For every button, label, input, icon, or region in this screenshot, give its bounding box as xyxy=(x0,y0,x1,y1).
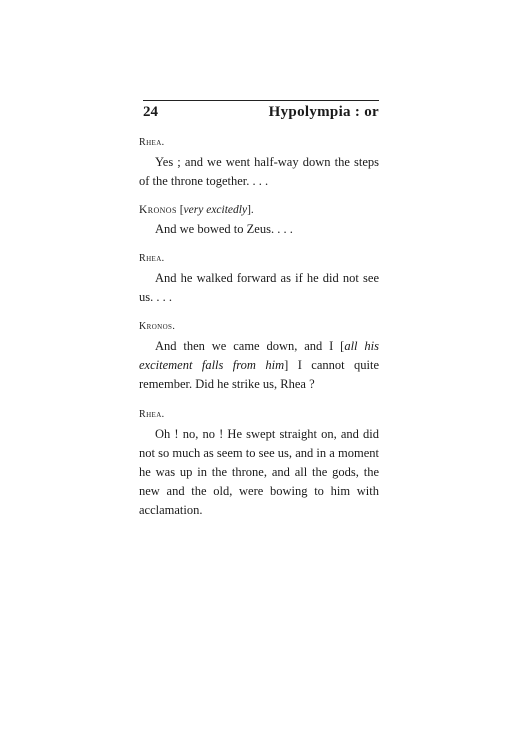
speech-text xyxy=(139,337,379,394)
speaker-name: Rhea. xyxy=(139,409,165,420)
speaker-name: Kronos. xyxy=(139,321,176,332)
direction-open: [ xyxy=(179,204,184,216)
stage-direction: all his excitement falls from him xyxy=(139,339,379,372)
speech-line: Yes ; and we went half-way down the steps of the throne together. . . . xyxy=(139,155,379,188)
speech-text xyxy=(139,269,379,307)
speech-text xyxy=(139,425,379,520)
dialogue-body xyxy=(139,136,379,520)
speech-line-part: And then we came down, and I [ xyxy=(155,339,345,353)
speaker-name: Kronos xyxy=(139,204,177,216)
speech-line: And he walked forward as if he did not see us. . . . xyxy=(139,271,379,304)
direction-close: ]. xyxy=(247,204,254,216)
speaker-name: Rhea. xyxy=(139,137,165,148)
page-number: 24 xyxy=(143,104,158,120)
header-rule xyxy=(143,100,379,101)
stage-direction: very excitedly xyxy=(183,204,248,216)
speaker-with-direction xyxy=(139,203,379,217)
speech-line-part: ] I cannot quite remember. Did he strike us, Rhea ? xyxy=(139,358,380,391)
speech-text xyxy=(139,153,379,191)
speech-text xyxy=(139,220,379,239)
speech-line: Oh ! no, no ! He swept straight on, and did not so much as seem to see us, and in a moment he was up in the throne, and all the gods, the new and the old, were bowing to him with acclamation. xyxy=(139,427,379,517)
speech-line: And we bowed to Zeus. . . . xyxy=(155,222,293,236)
running-title: Hypolympia : or xyxy=(268,104,379,120)
speaker-name: Rhea. xyxy=(139,253,165,264)
page-header xyxy=(143,106,379,128)
